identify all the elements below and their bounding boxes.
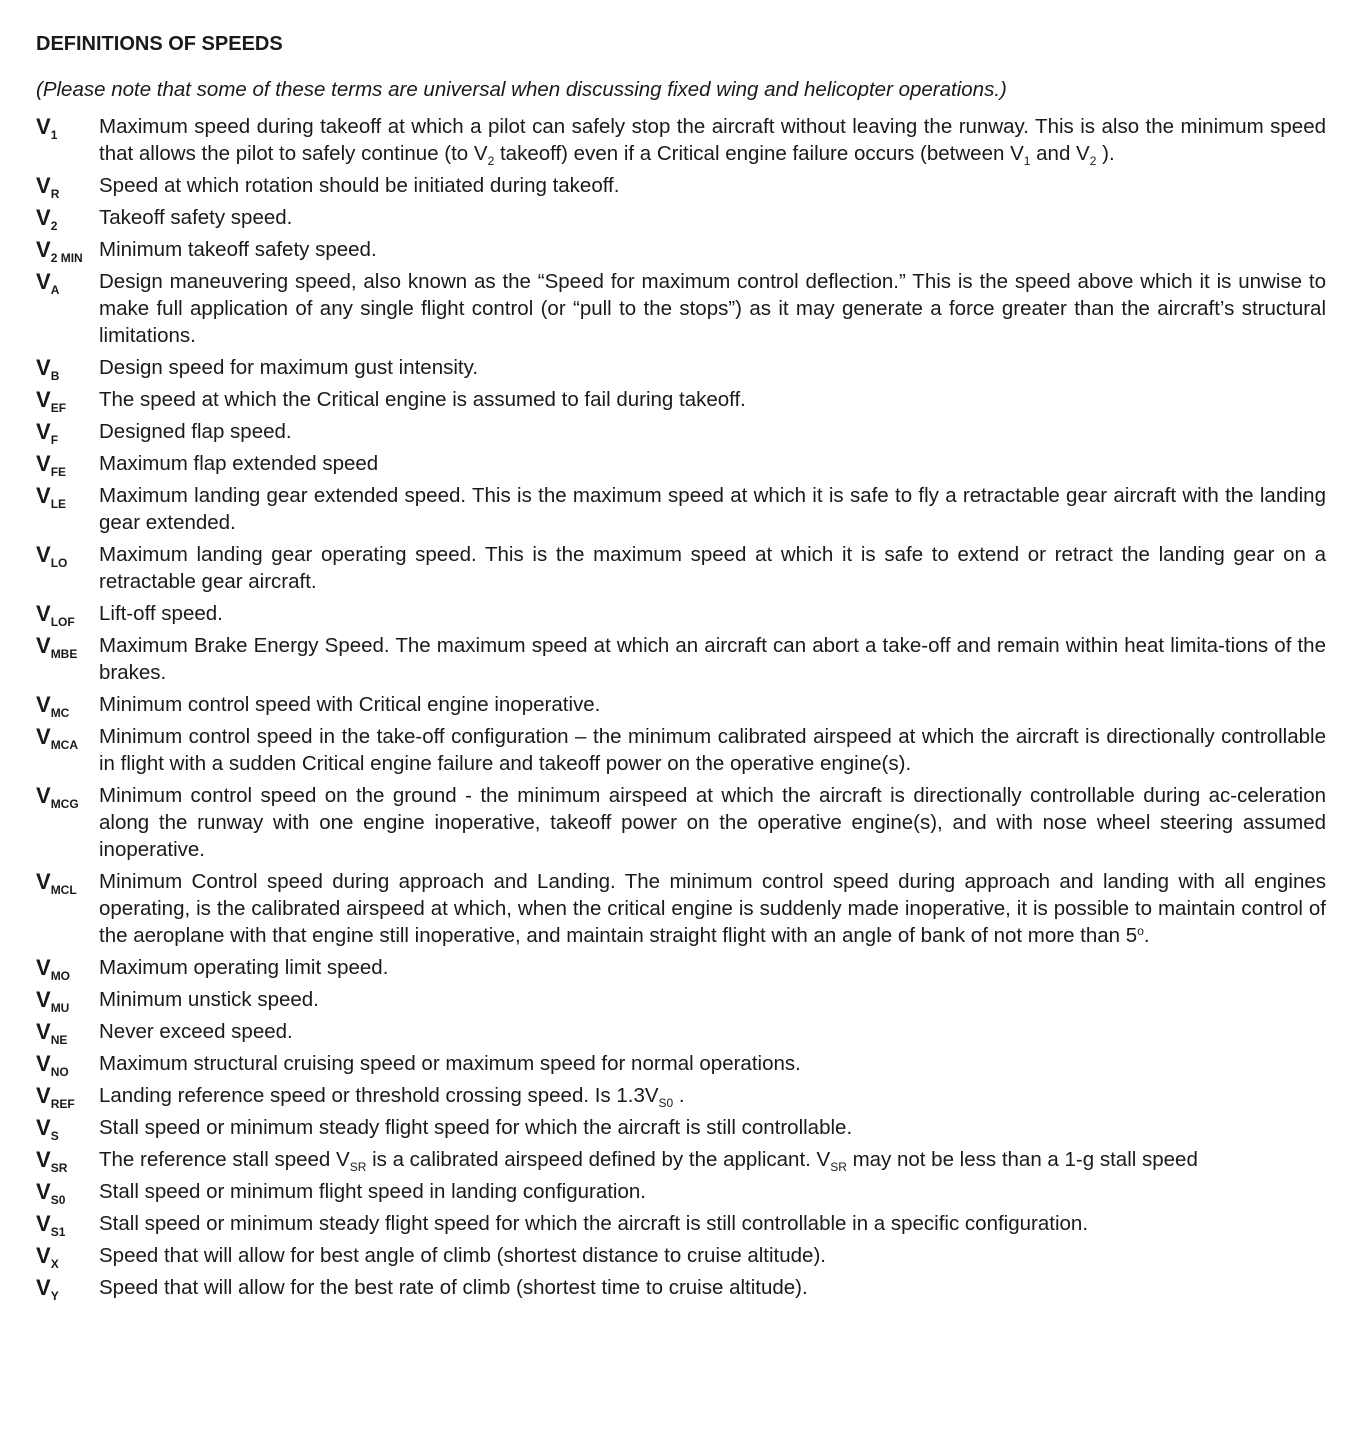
definitions-page xyxy=(36,30,1326,1306)
speed-term xyxy=(36,386,99,413)
speed-term xyxy=(36,236,99,263)
speed-definition xyxy=(99,204,1326,231)
speed-term-subscript: S0 xyxy=(50,1193,66,1207)
speed-term-base: V xyxy=(36,387,51,412)
definition-row xyxy=(36,113,1326,167)
definition-text: SR xyxy=(349,1160,367,1174)
speed-definition xyxy=(99,113,1326,167)
definition-row xyxy=(36,482,1326,536)
speed-definition xyxy=(99,1274,1326,1301)
definition-row xyxy=(36,1050,1326,1077)
definition-row xyxy=(36,782,1326,863)
definition-text: Minimum takeoff safety speed. xyxy=(99,238,377,261)
speed-definition xyxy=(99,354,1326,381)
definition-text: Minimum control speed in the take-off configuration – the minimum calibrated airspeed at which the aircraft is directionally controllable in flight with a sudden Critical engine failure and takeoff power on the operative engine(s). xyxy=(99,725,1326,775)
speed-definition xyxy=(99,1082,1326,1109)
speed-term-subscript: NE xyxy=(50,1033,68,1047)
speed-definition xyxy=(99,691,1326,718)
speed-term-base: V xyxy=(36,419,51,444)
definition-row xyxy=(36,354,1326,381)
speed-term-base: V xyxy=(36,987,51,1012)
speed-term-base: V xyxy=(36,1275,51,1300)
speed-term xyxy=(36,1274,99,1301)
speed-term-base: V xyxy=(36,483,51,508)
speed-term-base: V xyxy=(36,269,51,294)
speed-term xyxy=(36,986,99,1013)
speed-term-subscript: MCL xyxy=(50,883,77,897)
speed-term-subscript: FE xyxy=(50,465,67,479)
definition-text: Maximum operating limit speed. xyxy=(99,956,389,979)
speed-term-subscript: MC xyxy=(50,706,70,720)
definition-text: Maximum speed during takeoff at which a pilot can safely stop the aircraft without leaving the runway. This is also the minimum speed that allows the pilot to safely continue (to V xyxy=(99,115,1326,165)
definition-row xyxy=(36,1082,1326,1109)
definition-row xyxy=(36,1210,1326,1237)
speed-term xyxy=(36,418,99,445)
definition-row xyxy=(36,723,1326,777)
speed-term xyxy=(36,354,99,381)
definition-text: Design speed for maximum gust intensity. xyxy=(99,356,479,379)
definition-row xyxy=(36,986,1326,1013)
definition-row xyxy=(36,632,1326,686)
speed-term-subscript: R xyxy=(50,187,60,201)
speed-term-subscript: S xyxy=(50,1129,59,1143)
definition-row xyxy=(36,450,1326,477)
speed-term-subscript: SR xyxy=(50,1161,68,1175)
speed-definition xyxy=(99,632,1326,686)
definition-text: Landing reference speed or threshold crossing speed. Is 1.3V xyxy=(99,1084,659,1107)
speed-definition xyxy=(99,1210,1326,1237)
speed-term-subscript: A xyxy=(50,283,60,297)
speed-term-base: V xyxy=(36,601,51,626)
definition-text: takeoff) even if a Critical engine failure occurs (between V xyxy=(494,142,1024,165)
definition-text: ). xyxy=(1096,142,1115,165)
speed-term-subscript: NO xyxy=(50,1065,69,1079)
definition-text: Speed that will allow for best angle of climb (shortest distance to cruise altitude). xyxy=(99,1244,826,1267)
definition-row xyxy=(36,236,1326,263)
speed-term-base: V xyxy=(36,1115,51,1140)
speed-term-base: V xyxy=(36,205,51,230)
speed-term-base: V xyxy=(36,1211,51,1236)
speed-term-subscript: MU xyxy=(50,1001,70,1015)
page-note: (Please note that some of these terms are universal when discussing fixed wing and helicopter operations.) xyxy=(36,78,1007,101)
speed-definition xyxy=(99,723,1326,777)
definition-text: The reference stall speed V xyxy=(99,1148,350,1171)
speed-definition xyxy=(99,782,1326,863)
speed-term-subscript: X xyxy=(50,1257,59,1271)
speed-term-subscript: 1 xyxy=(50,128,58,142)
definition-text: Minimum Control speed during approach and Landing. The minimum control speed during approach and landing with all engines operating, is the calibrated airspeed at which, when the critical engine is suddenly made inoperative, it is possible to maintain control of the aeroplane with that engine still inoperative, and maintain straight flight with an angle of bank of not more than 5 xyxy=(99,870,1326,947)
speed-term-subscript: MCA xyxy=(50,738,79,752)
definition-text: Minimum control speed on the ground - the minimum airspeed at which the aircraft is directionally controllable during ac-celeration along the runway with one engine inoperative, takeoff power on the operative engine(s), and with nose wheel steering assumed inoperative. xyxy=(99,784,1326,861)
speed-definition xyxy=(99,1178,1326,1205)
definition-text: . xyxy=(1143,924,1150,947)
definition-text: Stall speed or minimum steady flight speed for which the aircraft is still controllable. xyxy=(99,1116,853,1139)
speed-term xyxy=(36,782,99,809)
speed-term-base: V xyxy=(36,542,51,567)
page-title: DEFINITIONS OF SPEEDS xyxy=(36,33,283,55)
speed-term-base: V xyxy=(36,1051,51,1076)
speed-term-subscript: 2 MIN xyxy=(50,251,83,265)
definition-row xyxy=(36,954,1326,981)
definition-row xyxy=(36,1242,1326,1269)
speed-term-base: V xyxy=(36,1083,51,1108)
speed-term xyxy=(36,482,99,509)
speed-term xyxy=(36,868,99,895)
speed-term-base: V xyxy=(36,173,51,198)
speed-term xyxy=(36,1114,99,1141)
definition-text: Maximum landing gear operating speed. This is the maximum speed at which it is safe to extend or retract the landing gear on a retractable gear aircraft. xyxy=(99,543,1326,593)
definition-text: The speed at which the Critical engine is assumed to fail during takeoff. xyxy=(99,388,746,411)
definition-row xyxy=(36,1146,1326,1173)
definition-text: Maximum flap extended speed xyxy=(99,452,379,475)
speed-term-base: V xyxy=(36,355,51,380)
speed-definition xyxy=(99,450,1326,477)
definition-text: Stall speed or minimum steady flight speed for which the aircraft is still controllable in a specific configuration. xyxy=(99,1212,1089,1235)
speed-definition xyxy=(99,600,1326,627)
definition-text: Stall speed or minimum flight speed in landing configuration. xyxy=(99,1180,646,1203)
speed-term xyxy=(36,204,99,231)
speed-term-base: V xyxy=(36,1019,51,1044)
definition-text: Never exceed speed. xyxy=(99,1020,293,1043)
definition-text: 1 xyxy=(1023,154,1031,168)
speed-definition xyxy=(99,1114,1326,1141)
definition-row xyxy=(36,172,1326,199)
definition-text: 2 xyxy=(487,154,495,168)
definition-row xyxy=(36,868,1326,949)
definition-text: Lift-off speed. xyxy=(99,602,223,625)
speed-term xyxy=(36,1210,99,1237)
speed-term-subscript: MBE xyxy=(50,647,78,661)
speed-definition xyxy=(99,868,1326,949)
speed-term xyxy=(36,172,99,199)
speed-term-base: V xyxy=(36,783,51,808)
definition-row xyxy=(36,1274,1326,1301)
speed-term-base: V xyxy=(36,451,51,476)
definition-row xyxy=(36,268,1326,349)
speed-term-subscript: LE xyxy=(50,497,67,511)
definition-text: may not be less than a 1-g stall speed xyxy=(846,1148,1198,1171)
speed-term xyxy=(36,600,99,627)
speed-definition xyxy=(99,482,1326,536)
speed-definition xyxy=(99,986,1326,1013)
definition-text: Maximum structural cruising speed or maximum speed for normal operations. xyxy=(99,1052,801,1075)
definition-text: . xyxy=(673,1084,685,1107)
speed-term-base: V xyxy=(36,1179,51,1204)
speed-definition xyxy=(99,1242,1326,1269)
speed-term-subscript: LOF xyxy=(50,615,75,629)
speed-term-subscript: S1 xyxy=(50,1225,66,1239)
speed-definition xyxy=(99,236,1326,263)
definition-text: SR xyxy=(830,1160,847,1174)
speed-definition xyxy=(99,386,1326,413)
speed-term xyxy=(36,268,99,295)
speed-term xyxy=(36,1178,99,1205)
speed-term xyxy=(36,1242,99,1269)
definition-text: Minimum unstick speed. xyxy=(99,988,319,1011)
definition-text: Speed at which rotation should be initiated during takeoff. xyxy=(99,174,620,197)
speed-term-subscript: B xyxy=(50,369,60,383)
speed-definition xyxy=(99,1018,1326,1045)
speed-definition xyxy=(99,172,1326,199)
speed-term-base: V xyxy=(36,724,51,749)
definition-text: Design maneuvering speed, also known as the “Speed for maximum control deflection.” This is the speed above which it is unwise to make full application of any single flight control (or “pull to the stops”) as it may generate a force greater than the aircraft’s structural limitations. xyxy=(99,270,1326,347)
speed-definition xyxy=(99,1050,1326,1077)
definition-text: Minimum control speed with Critical engine inoperative. xyxy=(99,693,601,716)
speed-term-base: V xyxy=(36,633,51,658)
definition-text: Speed that will allow for the best rate of climb (shortest time to cruise altitude). xyxy=(99,1276,808,1299)
definition-row xyxy=(36,386,1326,413)
definition-row xyxy=(36,204,1326,231)
definition-text: S0 xyxy=(658,1096,674,1110)
definitions-list xyxy=(36,113,1326,1301)
definition-row xyxy=(36,541,1326,595)
speed-definition xyxy=(99,1146,1326,1173)
definition-text: is a calibrated airspeed defined by the applicant. V xyxy=(366,1148,831,1171)
speed-term xyxy=(36,632,99,659)
speed-term-subscript: MO xyxy=(50,969,71,983)
speed-term xyxy=(36,1018,99,1045)
definition-text: Maximum landing gear extended speed. This is the maximum speed at which it is safe to fly a retractable gear aircraft with the landing gear extended. xyxy=(99,484,1326,534)
speed-term-base: V xyxy=(36,869,51,894)
definition-text: Maximum Brake Energy Speed. The maximum speed at which an aircraft can abort a take-off and remain within heat limita-tions of the brakes. xyxy=(99,634,1326,684)
speed-definition xyxy=(99,954,1326,981)
definition-text: 2 xyxy=(1089,154,1097,168)
speed-term xyxy=(36,1082,99,1109)
speed-term-base: V xyxy=(36,1243,51,1268)
definition-row xyxy=(36,691,1326,718)
speed-definition xyxy=(99,541,1326,595)
definition-row xyxy=(36,418,1326,445)
definition-row xyxy=(36,1178,1326,1205)
speed-term-base: V xyxy=(36,955,51,980)
speed-definition xyxy=(99,268,1326,349)
speed-term xyxy=(36,691,99,718)
speed-term xyxy=(36,723,99,750)
speed-term xyxy=(36,1146,99,1173)
definition-text: and V xyxy=(1030,142,1090,165)
speed-term-base: V xyxy=(36,237,51,262)
definition-row xyxy=(36,1018,1326,1045)
speed-term-base: V xyxy=(36,114,51,139)
speed-term-subscript: MCG xyxy=(50,797,79,811)
speed-term-subscript: EF xyxy=(50,401,67,415)
speed-term xyxy=(36,1050,99,1077)
definition-row xyxy=(36,1114,1326,1141)
speed-term-base: V xyxy=(36,1147,51,1172)
speed-term-subscript: F xyxy=(50,433,59,447)
definition-text: o xyxy=(1137,924,1144,938)
speed-definition xyxy=(99,418,1326,445)
definition-text: Designed flap speed. xyxy=(99,420,292,443)
definition-row xyxy=(36,600,1326,627)
speed-term xyxy=(36,541,99,568)
speed-term xyxy=(36,450,99,477)
speed-term-subscript: Y xyxy=(50,1289,59,1303)
speed-term xyxy=(36,954,99,981)
speed-term-subscript: LO xyxy=(50,556,68,570)
speed-term-subscript: REF xyxy=(50,1097,75,1111)
speed-term xyxy=(36,113,99,140)
speed-term-base: V xyxy=(36,692,51,717)
speed-term-subscript: 2 xyxy=(50,219,58,233)
definition-text: Takeoff safety speed. xyxy=(99,206,293,229)
